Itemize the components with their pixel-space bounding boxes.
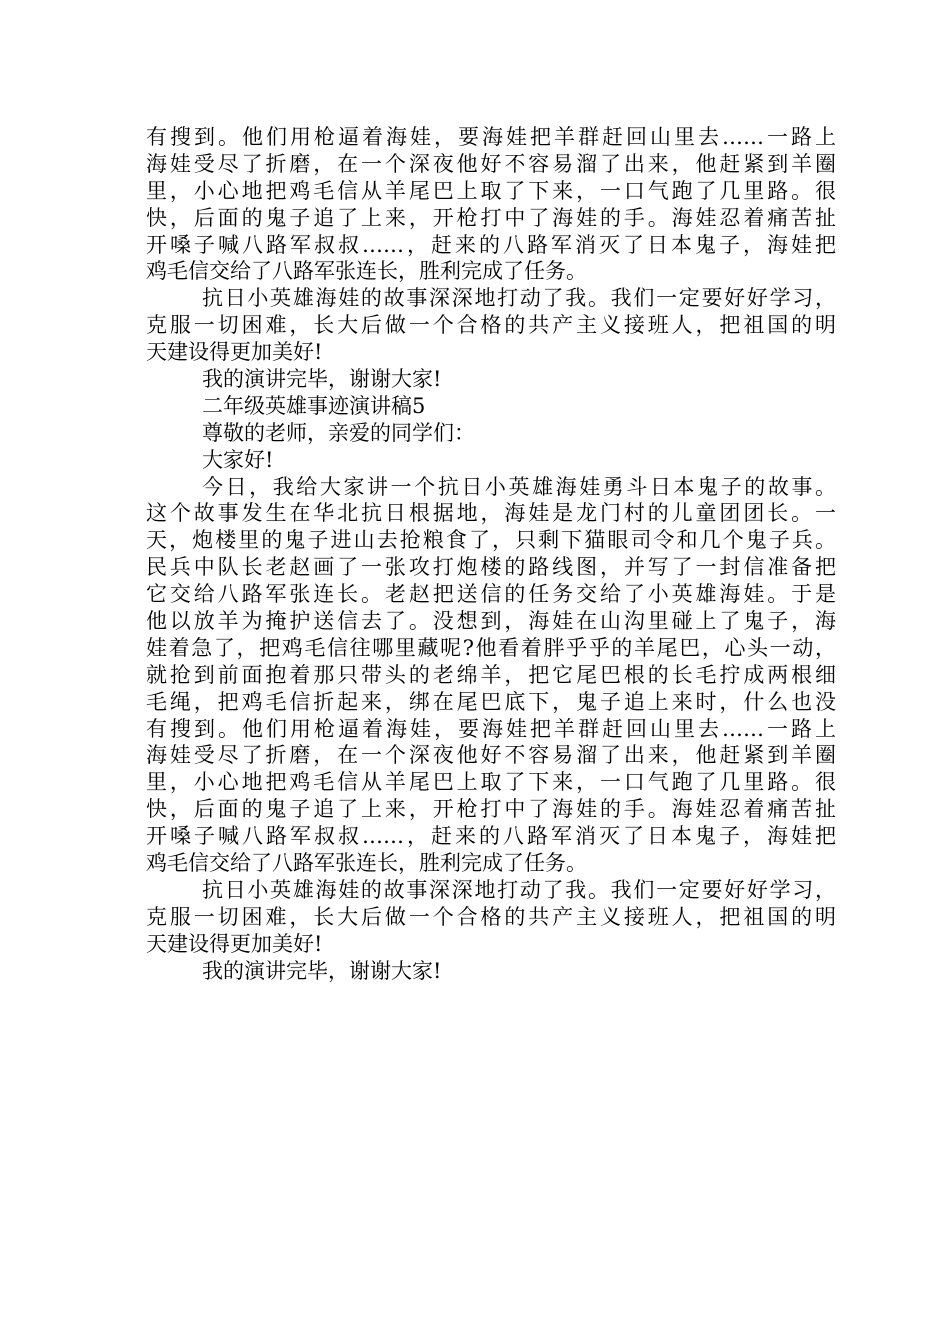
text-line: 娃着急了，把鸡毛信往哪里藏呢?他看着胖乎乎的羊尾巴，心头一动， (146, 635, 836, 660)
document-body (146, 124, 836, 985)
text-line: 尊敬的老师，亲爱的同学们： (202, 420, 475, 445)
text-line: 大家好! (202, 447, 274, 472)
text-line: 我的演讲完毕，谢谢大家! (202, 958, 442, 983)
text-line: 他以放羊为掩护送信去了。没想到，海娃在山沟里碰上了鬼子，海 (146, 609, 836, 634)
text-line: 它交给八路军张连长。老赵把送信的任务交给了小英雄海娃。于是 (146, 582, 836, 607)
text-line: 海娃受尽了折磨，在一个深夜他好不容易溜了出来，他赶紧到羊圈 (146, 151, 836, 176)
text-line: 天建设得更加美好! (146, 340, 323, 365)
text-line: 天，炮楼里的鬼子进山去抢粮食了，只剩下猫眼司令和几个鬼子兵。 (146, 528, 836, 553)
text-line: 天建设得更加美好! (146, 931, 323, 956)
text-line: 这个故事发生在华北抗日根据地，海娃是龙门村的儿童团团长。一 (146, 501, 836, 526)
text-line: 二年级英雄事迹演讲稿5 (202, 393, 426, 418)
text-line: 我的演讲完毕，谢谢大家! (202, 367, 442, 392)
text-line: 毛绳，把鸡毛信折起来，绑在尾巴底下，鬼子追上来时，什么也没 (146, 689, 836, 714)
text-line: 有搜到。他们用枪逼着海娃，要海娃把羊群赶回山里去……一路上 (146, 716, 836, 741)
text-line: 快，后面的鬼子追了上来，开枪打中了海娃的手。海娃忍着痛苦扯 (146, 797, 836, 822)
text-line: 民兵中队长老赵画了一张攻打炮楼的路线图，并写了一封信准备把 (146, 555, 836, 580)
text-line: 克服一切困难，长大后做一个合格的共产主义接班人，把祖国的明 (146, 313, 836, 338)
text-line: 今日，我给大家讲一个抗日小英雄海娃勇斗日本鬼子的故事。 (202, 474, 836, 499)
text-line: 抗日小英雄海娃的故事深深地打动了我。我们一定要好好学习， (202, 286, 836, 311)
text-line: 快，后面的鬼子追了上来，开枪打中了海娃的手。海娃忍着痛苦扯 (146, 205, 836, 230)
text-line: 有搜到。他们用枪逼着海娃，要海娃把羊群赶回山里去……一路上 (146, 125, 836, 149)
text-line: 鸡毛信交给了八路军张连长，胜利完成了任务。 (146, 851, 587, 876)
text-line: 里，小心地把鸡毛信从羊尾巴上取了下来，一口气跑了几里路。很 (146, 770, 836, 795)
text-line: 克服一切困难，长大后做一个合格的共产主义接班人，把祖国的明 (146, 904, 836, 929)
text-line: 开嗓子喊八路军叔叔……，赶来的八路军消灭了日本鬼子，海娃把 (146, 824, 836, 849)
text-line: 里，小心地把鸡毛信从羊尾巴上取了下来，一口气跑了几里路。很 (146, 178, 836, 203)
text-line: 就抢到前面抱着那只带头的老绵羊，把它尾巴根的长毛拧成两根细 (146, 662, 836, 687)
text-line: 抗日小英雄海娃的故事深深地打动了我。我们一定要好好学习， (202, 877, 836, 902)
text-line: 开嗓子喊八路军叔叔……，赶来的八路军消灭了日本鬼子，海娃把 (146, 232, 836, 257)
text-line: 鸡毛信交给了八路军张连长，胜利完成了任务。 (146, 259, 587, 284)
text-line: 海娃受尽了折磨，在一个深夜他好不容易溜了出来，他赶紧到羊圈 (146, 743, 836, 768)
